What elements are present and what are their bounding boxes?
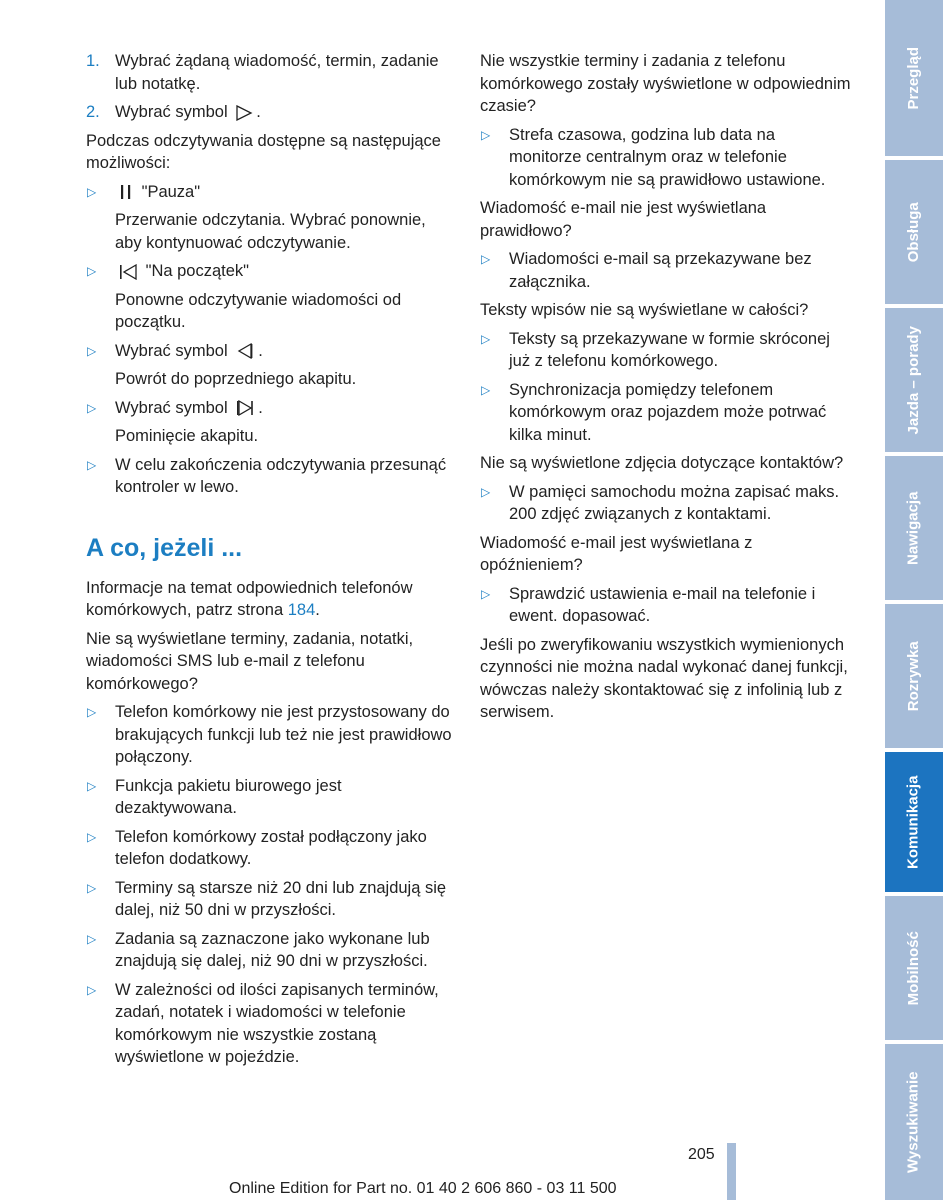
tab-wyszukiwanie[interactable] xyxy=(885,1044,943,1200)
tab-obsluga[interactable] xyxy=(885,160,943,304)
answer-text: Zadania są zaznaczone jako wykonane lub znajdują się dalej, niż 90 dni w przyszłości. xyxy=(115,929,430,970)
answer-text: W zależności od ilości zapisanych terminów, zadań, notatek i wiadomości w telefonie komórkowym nie wszystkie zostaną wyświetlone w pojeździe. xyxy=(115,980,439,1066)
list-item xyxy=(480,583,852,628)
skip-to-start-icon xyxy=(118,264,138,280)
option-description: Powrót do poprzedniego akapitu. xyxy=(115,370,357,388)
answer-text: Sprawdzić ustawienia e-mail na telefonie i ewent. dopasować. xyxy=(509,584,816,625)
option-pause xyxy=(86,181,456,204)
next-paragraph-icon xyxy=(235,400,255,416)
bullet-arrow-icon: ▷ xyxy=(87,457,97,472)
left-column xyxy=(86,50,456,1075)
answer-text: Strefa czasowa, godzina lub data na monitorze centralnym oraz w telefonie komórkowym nie są prawidłowo ustawione. xyxy=(509,125,826,189)
bullet-arrow-icon: ▷ xyxy=(481,586,491,601)
question: Wiadomość e-mail jest wyświetlana z opóźnieniem? xyxy=(480,533,753,574)
bullet-arrow-icon: ▷ xyxy=(87,705,97,719)
tab-label: Wyszukiwanie xyxy=(904,1071,922,1173)
tab-label: Jazda – porady xyxy=(904,325,922,435)
answer-text: Telefon komórkowy nie jest przystosowany do brakujących funkcji lub też nie jest prawidłowo połączony. xyxy=(115,703,452,766)
option-description: Pominięcie akapitu. xyxy=(115,427,259,445)
option-end xyxy=(86,454,456,499)
list-item xyxy=(86,979,456,1069)
tab-label: Rozrywka xyxy=(904,640,922,712)
option-label: "Pauza" xyxy=(141,182,201,201)
bullet-arrow-icon: ▷ xyxy=(481,382,491,397)
info-end: . xyxy=(315,601,320,619)
previous-paragraph-icon xyxy=(235,343,255,359)
list-item xyxy=(480,328,852,373)
list-item xyxy=(480,379,852,447)
bullet-arrow-icon: ▷ xyxy=(481,331,491,346)
page-number: 205 xyxy=(688,1146,715,1163)
page-link[interactable]: 184 xyxy=(287,601,316,619)
option-previous xyxy=(86,340,456,363)
bullet-arrow-icon: ▷ xyxy=(87,400,97,415)
step-number: 2. xyxy=(86,103,100,121)
info-text: Informacje na temat odpowiednich telefonów komórkowych, patrz strona xyxy=(86,578,413,619)
bullet-arrow-icon: ▷ xyxy=(87,264,97,278)
step-text-end: . xyxy=(256,103,261,121)
tab-label: Nawigacja xyxy=(904,491,922,565)
list-item xyxy=(86,775,456,820)
bullet-arrow-icon: ▷ xyxy=(87,778,97,793)
option-next xyxy=(86,397,456,420)
tab-nawigacja[interactable] xyxy=(885,456,943,600)
answer-text: Synchronizacja pomiędzy telefonem komórkowym oraz pojazdem może potrwać kilka minut. xyxy=(509,380,827,444)
step-text: Wybrać żądaną wiadomość, termin, zadanie lub notatkę. xyxy=(115,52,439,93)
option-text-end: . xyxy=(258,398,263,417)
step-2 xyxy=(86,101,456,124)
bullet-arrow-icon: ▷ xyxy=(481,127,491,142)
answer-text: W pamięci samochodu można zapisać maks. 200 zdjęć związanych z kontaktami. xyxy=(509,482,840,523)
list-item xyxy=(86,928,456,973)
intro-text: Podczas odczytywania dostępne są następujące możliwości: xyxy=(86,131,441,172)
tab-mobilnosc[interactable] xyxy=(885,896,943,1040)
list-item xyxy=(480,124,852,192)
right-column xyxy=(480,50,852,730)
answer-text: Telefon komórkowy został podłączony jako telefon dodatkowy. xyxy=(115,827,427,868)
question: Nie są wyświetlane terminy, zadania, notatki, wiadomości SMS lub e-mail z telefonu komórkowego? xyxy=(86,629,414,693)
bullet-arrow-icon: ▷ xyxy=(481,484,491,499)
option-text-end: . xyxy=(258,341,263,360)
question: Nie są wyświetlone zdjęcia dotyczące kontaktów? xyxy=(480,454,844,472)
answer-list xyxy=(86,701,456,1069)
answer-text: Terminy są starsze niż 20 dni lub znajdują się dalej, niż 50 dni w przyszłości. xyxy=(115,878,447,919)
play-icon xyxy=(235,105,253,121)
tab-przeglad[interactable] xyxy=(885,0,943,156)
question: Teksty wpisów nie są wyświetlane w całości? xyxy=(480,301,809,319)
bullet-arrow-icon: ▷ xyxy=(87,982,97,997)
list-item xyxy=(480,481,852,526)
tab-rozrywka[interactable] xyxy=(885,604,943,748)
tab-komunikacja[interactable] xyxy=(885,752,943,892)
bullet-arrow-icon: ▷ xyxy=(481,252,491,266)
option-description: Ponowne odczytywanie wiadomości od początku. xyxy=(115,290,402,331)
option-description: Przerwanie odczytania. Wybrać ponownie, aby kontynuować odczytywanie. xyxy=(115,211,426,252)
bullet-arrow-icon: ▷ xyxy=(87,829,97,844)
answer-text: Wiadomości e-mail są przekazywane bez załącznika. xyxy=(509,250,812,291)
chapter-tabs xyxy=(885,0,943,1200)
list-item xyxy=(86,701,456,769)
info-paragraph xyxy=(86,577,456,622)
closing-text: Jeśli po zweryfikowaniu wszystkich wymienionych czynności nie można nadal wykonać danej funkcji, wówczas należy skontaktować się z infolinią lub z serwisem. xyxy=(480,635,848,721)
bullet-arrow-icon: ▷ xyxy=(87,343,97,358)
tab-label: Mobilność xyxy=(904,930,922,1006)
option-text: W celu zakończenia odczytywania przesunąć kontroler w lewo. xyxy=(115,455,447,496)
section-heading: A co, jeżeli ... xyxy=(86,533,243,562)
question: Nie wszystkie terminy i zadania z telefonu komórkowego zostały wyświetlone w odpowiednim czasie? xyxy=(480,52,851,115)
question: Wiadomość e-mail nie jest wyświetlana prawidłowo? xyxy=(480,199,767,240)
option-text: Wybrać symbol xyxy=(115,398,228,417)
option-text: Wybrać symbol xyxy=(115,341,228,360)
list-item xyxy=(86,826,456,871)
bullet-arrow-icon: ▷ xyxy=(87,184,97,199)
bullet-arrow-icon: ▷ xyxy=(87,880,97,895)
list-item xyxy=(480,248,852,293)
answer-text: Teksty są przekazywane w formie skróconej już z telefonu komórkowego. xyxy=(509,329,830,370)
option-label: "Na początek" xyxy=(145,262,250,280)
option-restart xyxy=(86,260,456,283)
tab-label: Obsługa xyxy=(904,201,922,263)
bullet-arrow-icon: ▷ xyxy=(87,931,97,946)
step-1 xyxy=(86,50,456,95)
step-text: Wybrać symbol xyxy=(115,103,228,121)
tab-label: Przegląd xyxy=(904,46,922,110)
step-number: 1. xyxy=(86,52,100,70)
page-marker-bar xyxy=(727,1143,736,1200)
answer-text: Funkcja pakietu biurowego jest dezaktywowana. xyxy=(115,776,342,817)
tab-label: Komunikacja xyxy=(904,775,922,869)
pause-icon xyxy=(118,184,134,200)
tab-jazda-porady[interactable] xyxy=(885,308,943,452)
list-item xyxy=(86,877,456,922)
footer-edition: Online Edition for Part no. 01 40 2 606 860 - 03 11 500 xyxy=(229,1180,617,1197)
